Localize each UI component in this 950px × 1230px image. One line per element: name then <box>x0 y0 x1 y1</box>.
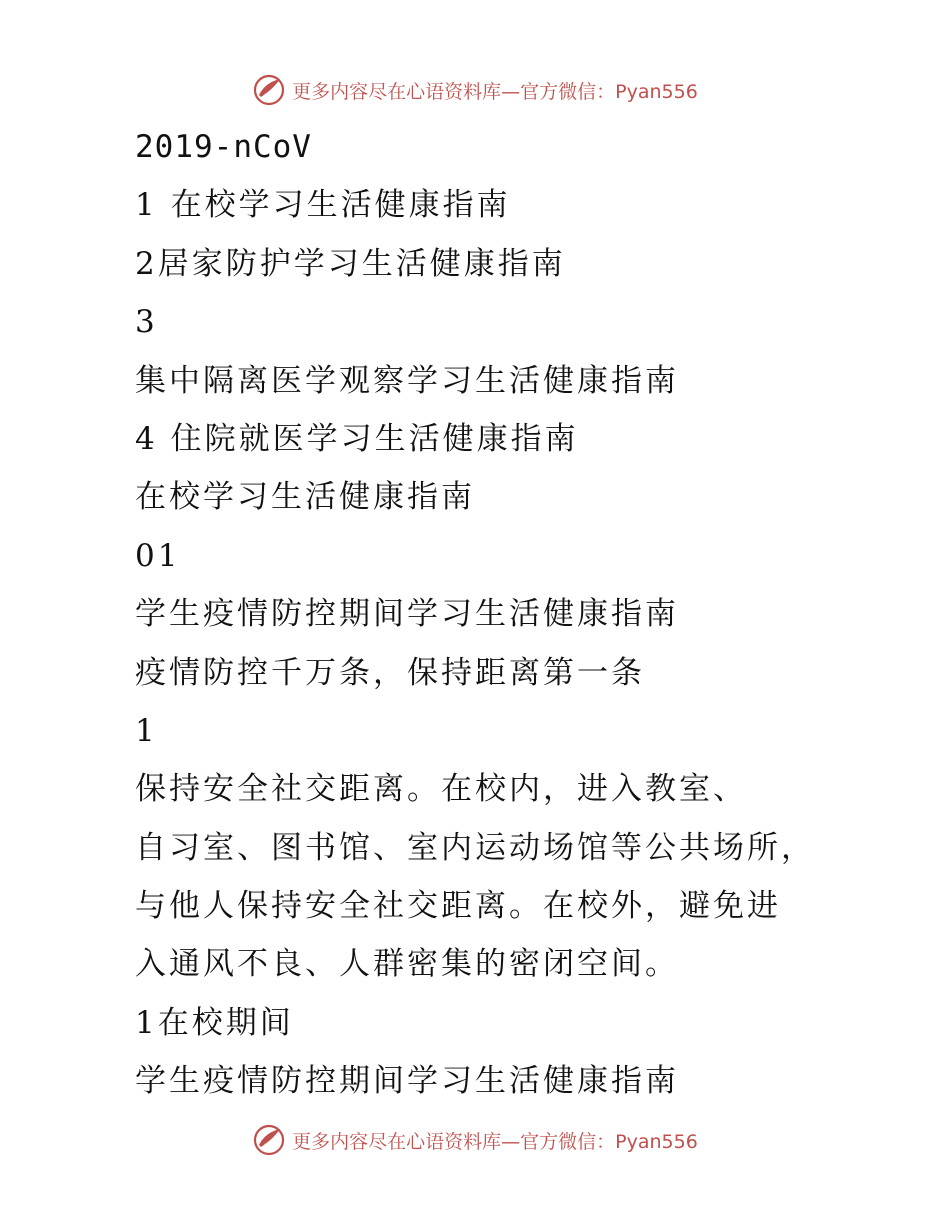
doc-line: 2019-nCoV <box>135 129 312 165</box>
doc-line: 与他人保持安全社交距离。在校外，避免进 <box>135 888 781 925</box>
doc-line: 1 <box>135 712 158 749</box>
doc-line: 01 <box>135 537 181 574</box>
doc-line: 4 住院就医学习生活健康指南 <box>135 420 579 457</box>
document-body <box>135 118 855 1111</box>
doc-line: 在校学习生活健康指南 <box>135 479 475 516</box>
doc-line: 保持安全社交距离。在校内，进入教室、 <box>135 771 747 808</box>
header-watermark-text: 更多内容尽在心语资料库—官方微信：Pyan556 <box>292 80 698 103</box>
doc-line: 疫情防控千万条，保持距离第一条 <box>135 654 645 691</box>
footer-watermark-banner <box>0 1120 950 1160</box>
doc-line: 自习室、图书馆、室内运动场馆等公共场所， <box>135 829 815 866</box>
doc-line: 学生疫情防控期间学习生活健康指南 <box>135 596 679 633</box>
pen-logo-icon <box>252 73 286 107</box>
header-watermark-banner <box>0 70 950 110</box>
pen-logo-icon <box>252 1123 286 1157</box>
footer-watermark-text: 更多内容尽在心语资料库—官方微信：Pyan556 <box>292 1130 698 1153</box>
doc-line: 1 在校学习生活健康指南 <box>135 187 511 224</box>
doc-line: 3 <box>135 304 158 341</box>
doc-line: 学生疫情防控期间学习生活健康指南 <box>135 1063 679 1100</box>
doc-line: 集中隔离医学观察学习生活健康指南 <box>135 362 679 399</box>
doc-line: 1在校期间 <box>135 1004 294 1041</box>
doc-line: 2居家防护学习生活健康指南 <box>135 245 566 282</box>
doc-line: 入通风不良、人群密集的密闭空间。 <box>135 946 679 983</box>
